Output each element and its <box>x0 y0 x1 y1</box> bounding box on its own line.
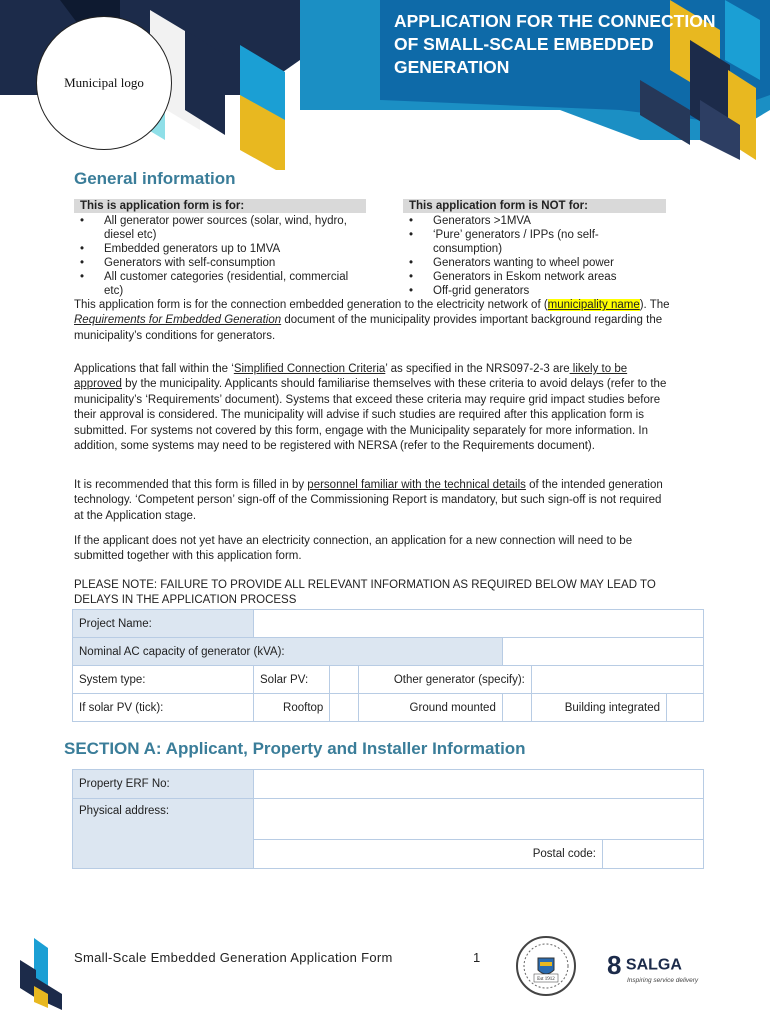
paragraph-criteria <box>74 362 670 454</box>
list-item: • All generator power sources (solar, wind, hydro, diesel etc) <box>74 214 366 242</box>
seal-year: Est 1912 <box>537 977 555 982</box>
general-info-heading: General information <box>74 169 236 188</box>
list-item: • Generators wanting to wheel power <box>403 256 666 270</box>
text: document of the municipality provides important background regarding the municipality’s conditions for generators. <box>74 314 663 342</box>
paragraph-new-connection: If the applicant does not yet have an electricity connection, an application for a new connection will need to be submitted together with this application form. <box>74 535 633 563</box>
simplified-criteria-link[interactable]: Simplified Connection Criteria <box>233 363 386 375</box>
other-generator-field[interactable] <box>531 666 703 694</box>
solar-pv-label: Solar PV: <box>254 666 330 694</box>
other-generator-label: Other generator (specify): <box>359 666 532 694</box>
for-column <box>74 199 366 298</box>
footer-title: Small-Scale Embedded Generation Application Form <box>74 950 393 965</box>
ground-mounted-checkbox[interactable] <box>502 694 531 722</box>
building-integrated-checkbox[interactable] <box>667 694 704 722</box>
rooftop-checkbox[interactable] <box>330 694 359 722</box>
system-type-label: System type: <box>73 666 254 694</box>
salga-8-icon: 8 <box>607 950 622 980</box>
not-for-column <box>403 199 666 298</box>
municipal-logo-placeholder <box>36 16 172 150</box>
underlined-text: personnel familiar with the technical details <box>307 479 526 491</box>
salga-tagline: Inspiring service delivery <box>627 977 699 984</box>
list-item: • ‘Pure’ generators / IPPs (no self-consumption) <box>403 228 666 256</box>
list-item: • Generators >1MVA <box>403 214 666 228</box>
ground-mounted-label: Ground mounted <box>359 694 503 722</box>
not-for-heading: This application form is NOT for: <box>403 199 666 213</box>
text: This application form is for the connection embedded generation to the electricity network of ( <box>74 299 548 311</box>
list-item: • Off-grid generators <box>403 284 666 298</box>
paragraph-competent <box>74 478 670 524</box>
text: ). The <box>639 299 670 311</box>
building-integrated-label: Building integrated <box>531 694 666 722</box>
text: ’ as specified in the NRS097-2-3 are <box>385 363 570 375</box>
postal-code-field[interactable] <box>603 840 704 869</box>
municipal-seal-icon <box>516 936 576 996</box>
paragraph-intro <box>74 298 670 344</box>
requirements-doc-link[interactable]: Requirements for Embedded Generation <box>74 314 282 327</box>
salga-wordmark: SALGA <box>625 956 682 974</box>
erf-field[interactable] <box>254 770 704 799</box>
address-field[interactable] <box>254 799 704 840</box>
list-item: • Generators in Eskom network areas <box>403 270 666 284</box>
address-label: Physical address: <box>73 799 254 869</box>
project-table <box>72 609 704 722</box>
municipality-name-highlight: municipality name <box>547 299 640 311</box>
list-item: • Generators with self-consumption <box>74 256 366 270</box>
if-solar-label: If solar PV (tick): <box>73 694 254 722</box>
footer-corner-graphic <box>18 938 64 1010</box>
list-item: • Embedded generators up to 1MVA <box>74 242 366 256</box>
underlined-text: likely to be approved <box>74 363 628 391</box>
project-name-field[interactable] <box>254 610 704 638</box>
section-a-table <box>72 769 704 869</box>
text: by the municipality. Applicants should familiarise themselves with these criteria to avoid delays (refer to the municipality’s ‘Requirements’ document). Systems that exceed these criteria may require grid impact studies before their approval is considered. The municipality will advise if such studies are required after this application form is submitted. For systems not covered by this form, engage with the Municipality separately for more information. In addition, some systems may need to be registered with NERSA (refer to the Requirements document). <box>74 378 667 453</box>
postal-code-label: Postal code: <box>254 840 603 869</box>
capacity-field[interactable] <box>502 638 703 666</box>
project-name-label: Project Name: <box>73 610 254 638</box>
capacity-label: Nominal AC capacity of generator (kVA): <box>73 638 503 666</box>
page-number: 1 <box>473 950 481 965</box>
erf-label: Property ERF No: <box>73 770 254 799</box>
section-a-heading: SECTION A: Applicant, Property and Installer Information <box>64 739 526 758</box>
text: Applications that fall within the ‘ <box>74 363 234 375</box>
list-item: • All customer categories (residential, commercial etc) <box>74 270 366 298</box>
text: It is recommended that this form is filled in by <box>74 479 308 491</box>
logo-label: Municipal logo <box>64 75 144 90</box>
form-title: APPLICATION FOR THE CONNECTION OF SMALL-SCALE EMBEDDED GENERATION <box>394 11 716 77</box>
rooftop-label: Rooftop <box>254 694 330 722</box>
salga-logo <box>607 950 698 984</box>
solar-pv-checkbox[interactable] <box>330 666 359 694</box>
for-heading: This is application form is for: <box>74 199 366 213</box>
text: of the intended generation technology. ‘Competent person’ sign-off of the Commissioning Report is mandatory, but such sign-off is not required at the Application stage. <box>74 479 663 522</box>
please-note: PLEASE NOTE: FAILURE TO PROVIDE ALL RELEVANT INFORMATION AS REQUIRED BELOW MAY LEAD TO DELAYS IN THE APPLICATION PROCESS <box>74 579 656 607</box>
